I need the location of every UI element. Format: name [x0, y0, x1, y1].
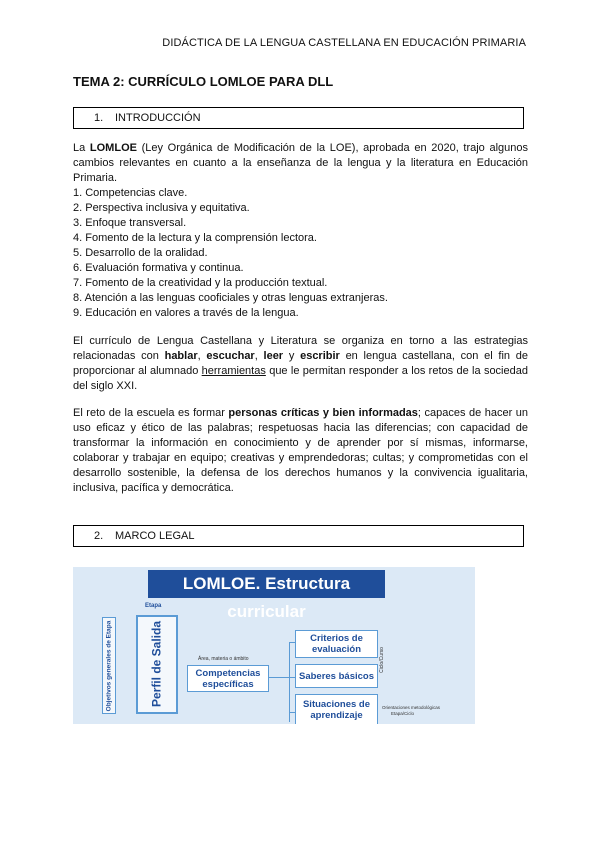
section-number: 1.: [94, 112, 104, 124]
orientaciones-label: Orientaciones metodológicas: [382, 705, 441, 710]
text-run: El currículo de Lengua Castellana y Literatura se organiza en torno a las estrategias relacionadas con: [73, 335, 528, 362]
section-number: 2.: [94, 530, 104, 542]
perfil-salida-label: Perfil de Salida: [149, 620, 164, 708]
text-run: El reto de la escuela es formar: [73, 407, 229, 419]
bold-hablar: hablar: [164, 350, 198, 362]
diagram-title: LOMLOE. Estructura curricular: [148, 570, 385, 598]
text-run: ; capaces de hacer un uso eficaz y ético de las palabras; respetuosas hacia las diferencias; con capacidad de transformar la información en conocimiento y de aprender por sí mismas, informarse, colaborar y trabajar en equipo; creativas y emprendedoras; cultas; y comprometidas con el desarrollo sostenible, la defensa de los derechos humanos y la convivencia igualitaria, inclusiva, pacífica y democrática.: [73, 407, 528, 494]
novelties-list: [73, 186, 528, 321]
list-item: 4. Fomento de la lectura y la comprensión lectora.: [73, 232, 317, 244]
perfil-salida-bar: [136, 615, 178, 714]
section-heading-introduccion: [73, 107, 524, 129]
text-run: que le permitan responder a los retos de la sociedad del siglo XXI.: [73, 365, 528, 392]
etapa-ciclo-label: Etapa/Ciclo: [391, 711, 415, 716]
curricular-structure-diagram: [73, 567, 475, 724]
objetivos-bar: [102, 617, 116, 714]
section-label: INTRODUCCIÓN: [115, 112, 201, 124]
text-run: (Ley Orgánica de Modificación de la LOE), aprobada en 2020, trajo algunos cambios relevantes en cuanto a la enseñanza de la lengua y la literatura en Educación Primaria.: [73, 142, 528, 184]
text-run: ,: [197, 350, 207, 362]
connector-line: [269, 677, 289, 678]
bold-phrase: personas críticas y bien informadas: [228, 407, 418, 419]
bold-escribir: escribir: [300, 350, 340, 362]
section-heading-marco-legal: [73, 525, 524, 547]
text-run: La: [73, 142, 90, 154]
list-item: 6. Evaluación formativa y continua.: [73, 262, 244, 274]
list-item: 2. Perspectiva inclusiva y equitativa.: [73, 202, 250, 214]
list-item: 3. Enfoque transversal.: [73, 217, 187, 229]
ciclo-label: Ciclo/Curso: [378, 647, 385, 673]
list-item: 9. Educación en valores a través de la lengua.: [73, 307, 299, 319]
intro-paragraph: [73, 141, 528, 186]
running-header: DIDÁCTICA DE LA LENGUA CASTELLANA EN EDUCACIÓN PRIMARIA: [162, 37, 526, 49]
text-run: ,: [254, 350, 264, 362]
list-item: 8. Atención a las lenguas cooficiales y otras lenguas extranjeras.: [73, 292, 388, 304]
page-title: TEMA 2: CURRÍCULO LOMLOE PARA DLL: [73, 74, 334, 89]
underlined-herramientas: herramientas: [201, 365, 266, 377]
competencias-especificas-box: Competencias específicas: [187, 665, 269, 692]
list-item: 1. Competencias clave.: [73, 187, 188, 199]
text-run: en lengua castellana, con el fin de proporcionar al alumnado: [73, 350, 528, 377]
school-challenge-paragraph: [73, 406, 528, 496]
objetivos-label: Objetivos generales de Etapa: [105, 620, 113, 712]
list-item: 5. Desarrollo de la oralidad.: [73, 247, 208, 259]
bold-escuchar: escuchar: [206, 350, 255, 362]
bold-leer: leer: [263, 350, 284, 362]
area-materia-label: Área, materia o ámbito: [198, 656, 249, 662]
connector-line: [289, 642, 290, 722]
text-run: y: [283, 350, 301, 362]
situaciones-box: Situaciones de aprendizaje: [295, 694, 378, 724]
curriculum-paragraph: [73, 334, 528, 394]
section-label: MARCO LEGAL: [115, 530, 195, 542]
criterios-box: Criterios de evaluación: [295, 630, 378, 658]
etapa-label: Etapa: [145, 603, 162, 609]
lomloe-bold: LOMLOE: [89, 142, 137, 154]
saberes-box: Saberes básicos: [295, 664, 378, 688]
list-item: 7. Fomento de la creatividad y la producción textual.: [73, 277, 328, 289]
